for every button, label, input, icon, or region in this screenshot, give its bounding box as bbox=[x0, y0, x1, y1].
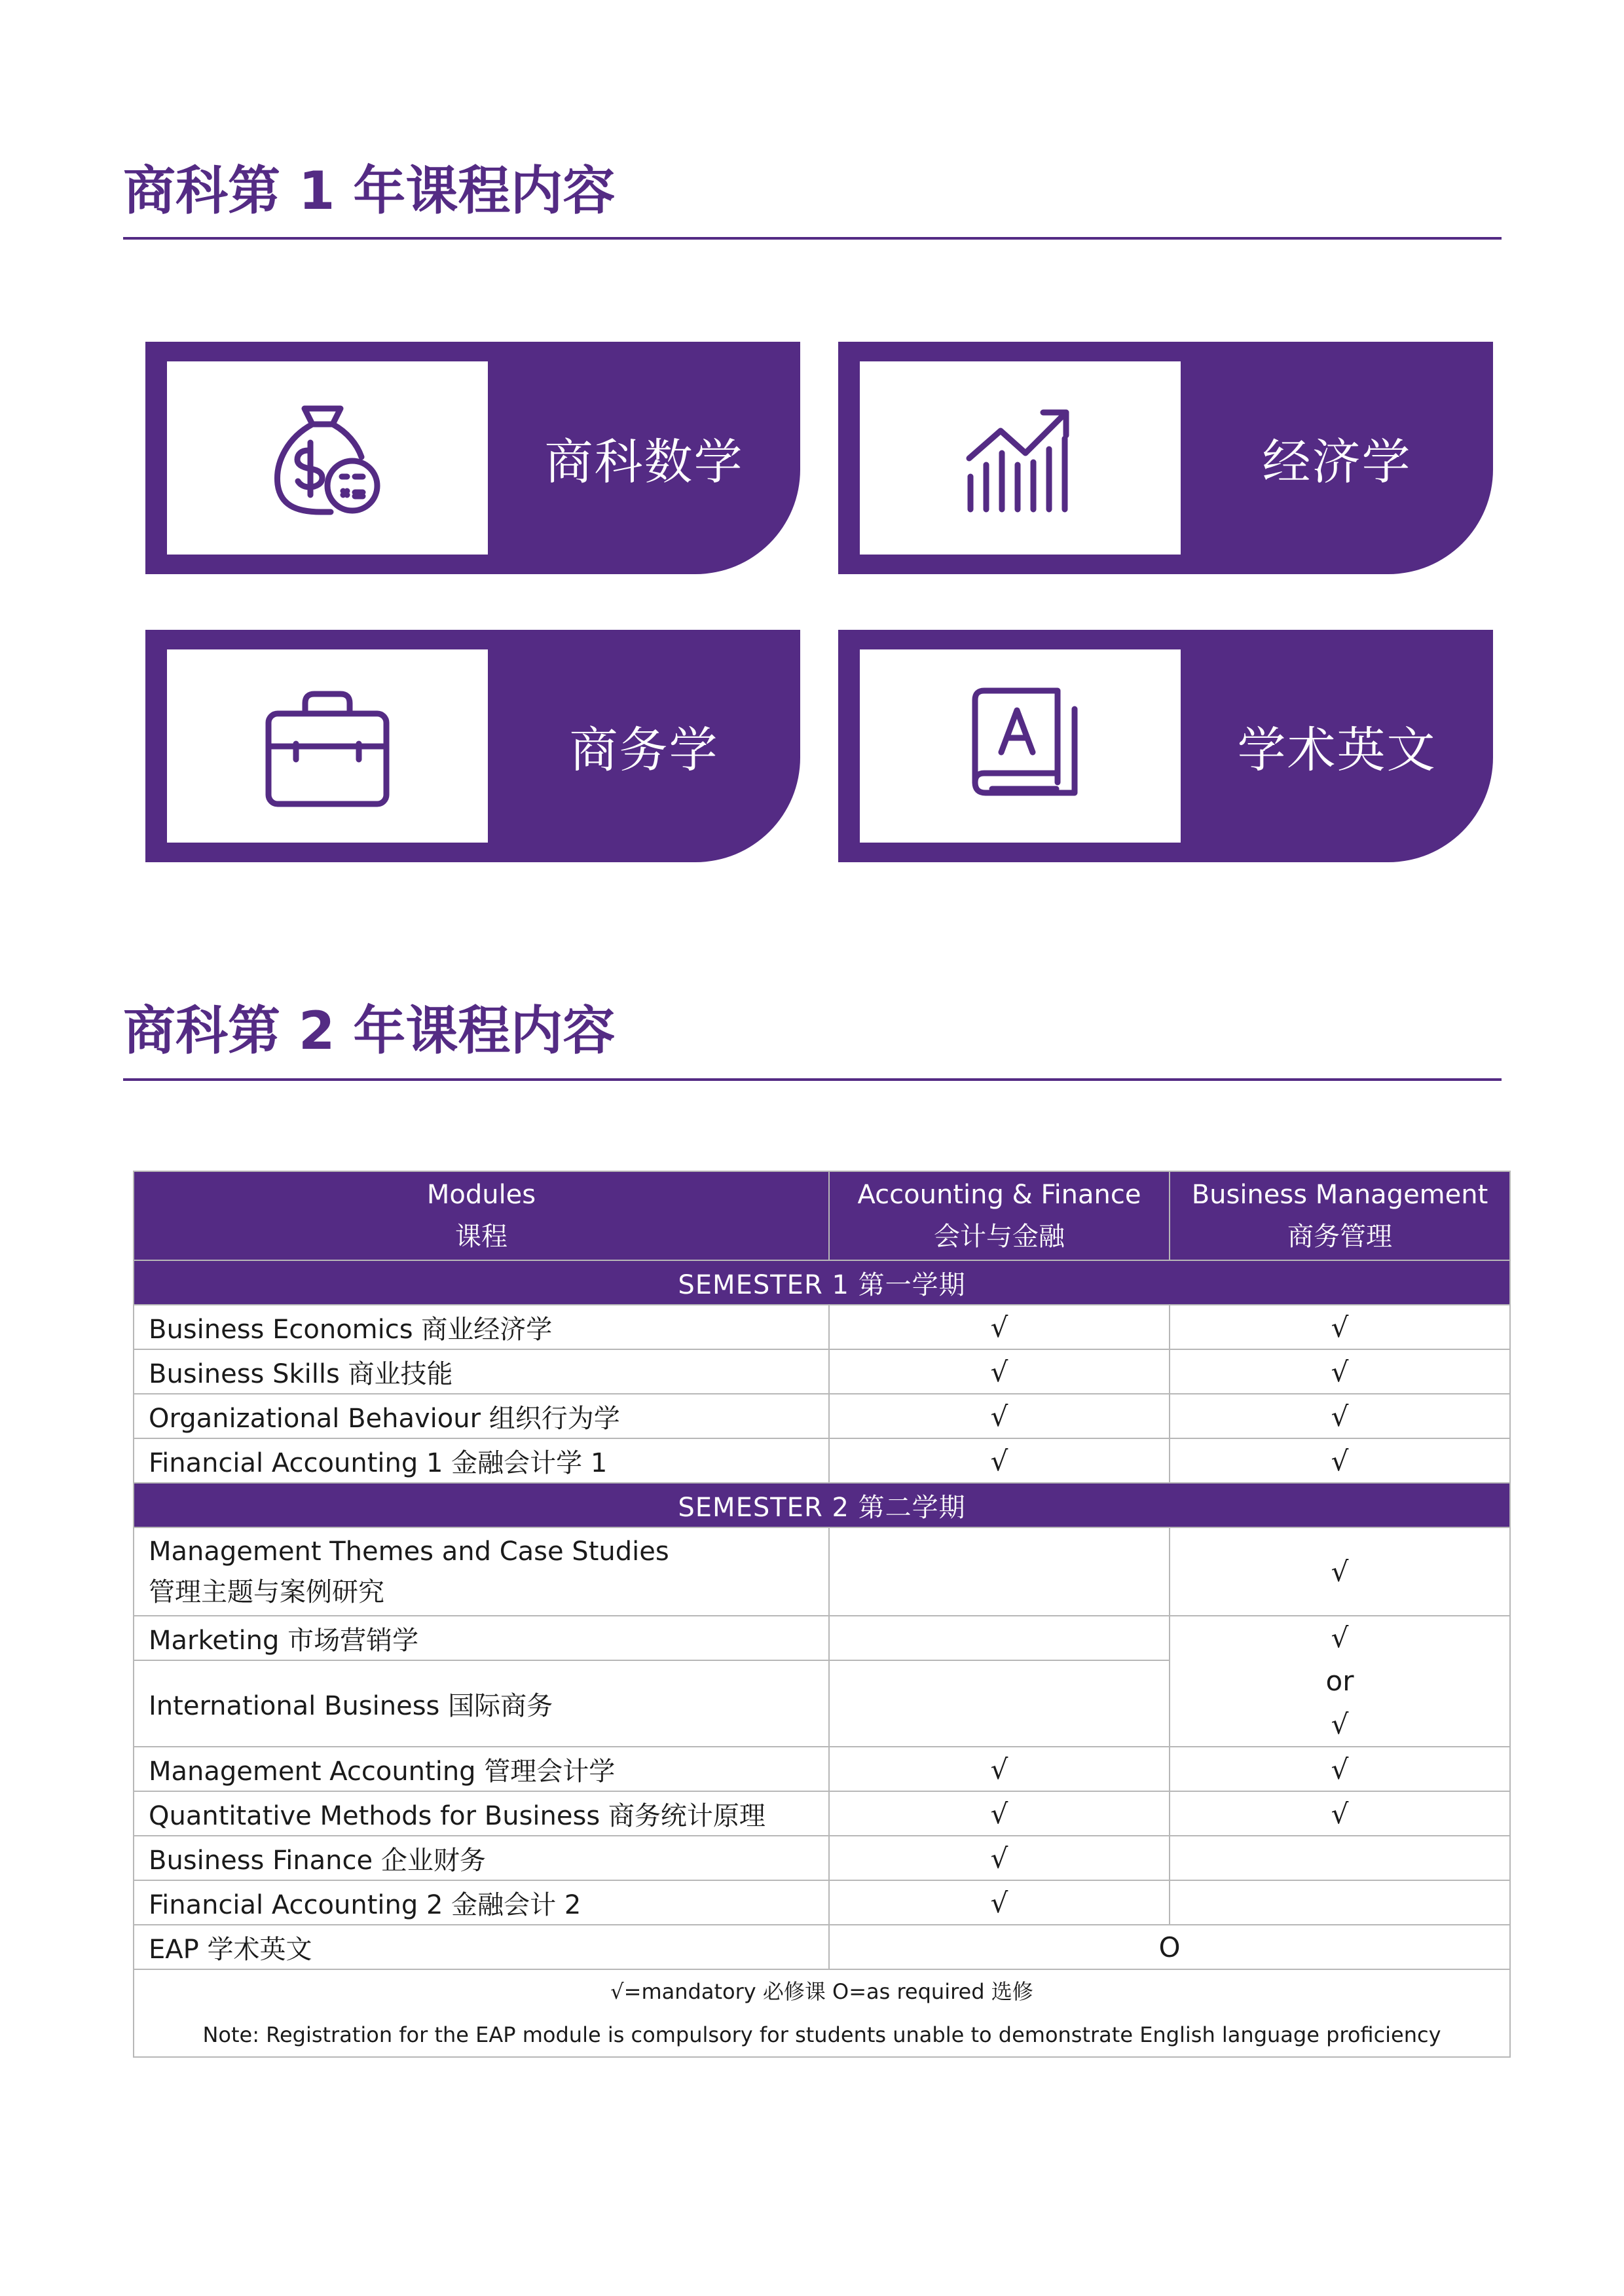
header-modules bbox=[134, 1171, 829, 1260]
table-row bbox=[134, 1527, 1510, 1616]
af-mark: √ bbox=[829, 1880, 1170, 1925]
year2-title-rule bbox=[123, 1078, 1502, 1081]
header-en: Business Management bbox=[1191, 1180, 1488, 1210]
bm-mark: √ bbox=[1170, 1349, 1510, 1394]
table-row bbox=[134, 1349, 1510, 1394]
header-business-management bbox=[1170, 1171, 1510, 1260]
table-row bbox=[134, 1747, 1510, 1791]
af-mark: √ bbox=[829, 1394, 1170, 1438]
module-name: Quantitative Methods for Business 商务统计原理 bbox=[134, 1791, 829, 1836]
card-icon-box bbox=[167, 649, 488, 843]
card-business-math bbox=[145, 342, 800, 574]
bm-choice-cell bbox=[1170, 1616, 1510, 1747]
bm-mark: √ bbox=[1170, 1438, 1510, 1483]
card-business-studies bbox=[145, 630, 800, 862]
card-icon-box bbox=[860, 361, 1181, 555]
legend-text: √=mandatory 必修课 O=as required 选修 bbox=[610, 1979, 1033, 2004]
af-mark bbox=[829, 1527, 1170, 1616]
card-label: 经济学 bbox=[1262, 433, 1412, 490]
af-mark: √ bbox=[829, 1305, 1170, 1349]
briefcase-icon bbox=[262, 681, 393, 812]
header-accounting-finance bbox=[829, 1171, 1170, 1260]
bm-mark: √ bbox=[1170, 1527, 1510, 1616]
header-zh: 课程 bbox=[455, 1222, 507, 1252]
modules-table bbox=[133, 1171, 1511, 2058]
card-label: 商科数学 bbox=[544, 433, 744, 490]
af-mark: √ bbox=[829, 1349, 1170, 1394]
note-text: Note: Registration for the EAP module is compulsory for students unable to demonstrate English language proficiency bbox=[202, 2022, 1441, 2047]
semester-row bbox=[134, 1483, 1510, 1527]
module-name: Financial Accounting 2 金融会计 2 bbox=[134, 1880, 829, 1925]
module-name bbox=[134, 1527, 829, 1616]
choice-or: or bbox=[1325, 1665, 1354, 1697]
semester2-label: SEMESTER 2 第二学期 bbox=[134, 1483, 1510, 1527]
table-row bbox=[134, 1880, 1510, 1925]
eap-mark: O bbox=[829, 1925, 1510, 1969]
bm-mark: √ bbox=[1170, 1305, 1510, 1349]
year1-title: 商科第 1 年课程内容 bbox=[123, 160, 616, 221]
choice-mark-top: √ bbox=[1331, 1622, 1349, 1654]
semester-row bbox=[134, 1260, 1510, 1305]
table-row bbox=[134, 1836, 1510, 1880]
bm-mark: √ bbox=[1170, 1747, 1510, 1791]
module-name: EAP 学术英文 bbox=[134, 1925, 829, 1969]
money-bag-calculator-icon bbox=[268, 399, 386, 517]
header-en: Accounting & Finance bbox=[857, 1180, 1141, 1210]
module-name: Financial Accounting 1 金融会计学 1 bbox=[134, 1438, 829, 1483]
table-row bbox=[134, 1305, 1510, 1349]
module-name: Business Skills 商业技能 bbox=[134, 1349, 829, 1394]
card-icon-box bbox=[167, 361, 488, 555]
bm-mark: √ bbox=[1170, 1791, 1510, 1836]
growth-chart-icon bbox=[961, 399, 1079, 517]
module-name: Organizational Behaviour 组织行为学 bbox=[134, 1394, 829, 1438]
header-zh: 商务管理 bbox=[1287, 1222, 1392, 1252]
legend-cell bbox=[134, 1969, 1510, 2057]
af-mark: √ bbox=[829, 1747, 1170, 1791]
module-name: Business Finance 企业财务 bbox=[134, 1836, 829, 1880]
card-label: 学术英文 bbox=[1237, 721, 1437, 778]
choice-mark-bottom: √ bbox=[1331, 1708, 1349, 1740]
table-row bbox=[134, 1438, 1510, 1483]
book-letter-a-icon bbox=[958, 684, 1082, 809]
module-name: Marketing 市场营销学 bbox=[134, 1616, 829, 1660]
bm-mark: √ bbox=[1170, 1394, 1510, 1438]
module-name: Business Economics 商业经济学 bbox=[134, 1305, 829, 1349]
header-en: Modules bbox=[426, 1180, 536, 1210]
year2-title: 商科第 2 年课程内容 bbox=[123, 1000, 616, 1061]
semester1-label: SEMESTER 1 第一学期 bbox=[134, 1260, 1510, 1305]
table-row bbox=[134, 1616, 1510, 1660]
af-mark: √ bbox=[829, 1836, 1170, 1880]
bm-mark bbox=[1170, 1836, 1510, 1880]
module-name: International Business 国际商务 bbox=[134, 1660, 829, 1747]
card-icon-box bbox=[860, 649, 1181, 843]
table-header-row bbox=[134, 1171, 1510, 1260]
module-name-en: Management Themes and Case Studies bbox=[149, 1536, 669, 1567]
card-economics bbox=[838, 342, 1493, 574]
bm-mark bbox=[1170, 1880, 1510, 1925]
module-name-zh: 管理主题与案例研究 bbox=[149, 1576, 384, 1607]
year1-title-rule bbox=[123, 237, 1502, 240]
af-mark bbox=[829, 1616, 1170, 1660]
af-mark: √ bbox=[829, 1791, 1170, 1836]
af-mark bbox=[829, 1660, 1170, 1747]
module-name: Management Accounting 管理会计学 bbox=[134, 1747, 829, 1791]
header-zh: 会计与金融 bbox=[934, 1222, 1065, 1252]
table-row bbox=[134, 1925, 1510, 1969]
legend-row bbox=[134, 1969, 1510, 2057]
card-label: 商务学 bbox=[569, 721, 719, 778]
card-academic-english bbox=[838, 630, 1493, 862]
table-row bbox=[134, 1791, 1510, 1836]
table-row bbox=[134, 1394, 1510, 1438]
af-mark: √ bbox=[829, 1438, 1170, 1483]
